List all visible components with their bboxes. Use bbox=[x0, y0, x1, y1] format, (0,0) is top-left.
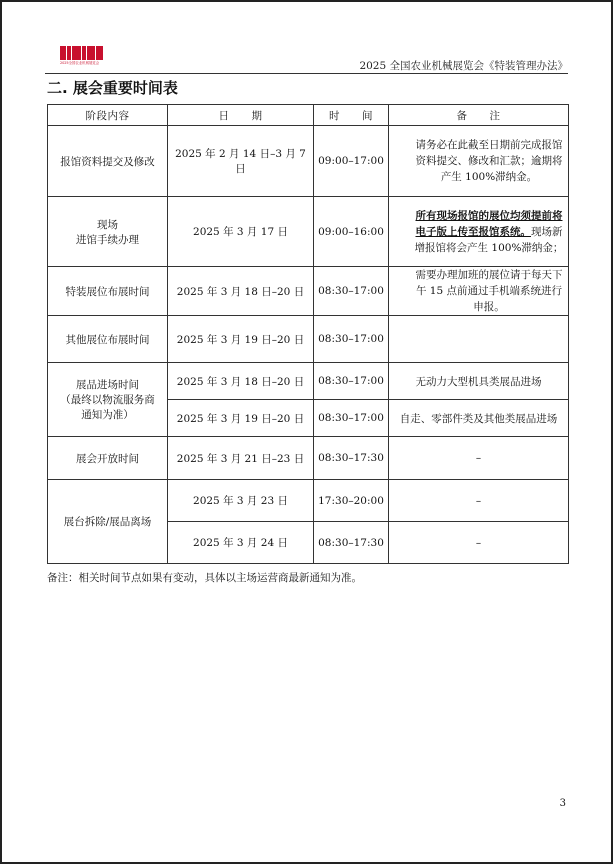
table-row bbox=[48, 197, 569, 267]
section-title: 二. 展会重要时间表 bbox=[47, 79, 178, 97]
table-row bbox=[48, 363, 569, 400]
time-cell: 08:30–17:30 bbox=[314, 522, 389, 564]
logo-caption: 2025全国农业机械展览会 bbox=[60, 61, 100, 65]
col-header-time: 时 间 bbox=[314, 105, 389, 126]
stage-text: （最终以物流服务商 bbox=[60, 394, 155, 406]
note-cell bbox=[389, 197, 569, 267]
stage-cell: 其他展位布展时间 bbox=[48, 316, 168, 363]
date-cell: 2025 年 3 月 18 日–20 日 bbox=[168, 363, 314, 400]
footnote: 备注：相关时间节点如果有变动，具体以主场运营商最新通知为准。 bbox=[47, 572, 362, 584]
stage-cell: 报馆资料提交及修改 bbox=[48, 126, 168, 197]
date-cell: 2025 年 3 月 17 日 bbox=[168, 197, 314, 267]
table-row bbox=[48, 437, 569, 480]
stage-cell bbox=[48, 197, 168, 267]
date-cell: 2025 年 3 月 19 日–20 日 bbox=[168, 400, 314, 437]
time-cell: 09:00–16:00 bbox=[314, 197, 389, 267]
date-cell: 2025 年 3 月 18 日–20 日 bbox=[168, 267, 314, 316]
stage-text: 进馆手续办理 bbox=[76, 233, 139, 246]
time-cell: 08:30–17:00 bbox=[314, 316, 389, 363]
time-cell: 08:30–17:00 bbox=[314, 267, 389, 316]
col-header-note: 备 注 bbox=[389, 105, 569, 126]
date-cell: 2025 年 3 月 24 日 bbox=[168, 522, 314, 564]
note-cell: 自走、零部件类及其他类展品进场 bbox=[389, 400, 569, 437]
document-title: 2025 全国农业机械展览会《特装管理办法》 bbox=[359, 60, 568, 72]
time-cell: 08:30–17:00 bbox=[314, 400, 389, 437]
table-header-row bbox=[48, 105, 569, 126]
header-divider bbox=[45, 73, 568, 74]
cimae-logo bbox=[60, 46, 104, 68]
time-cell: 09:00–17:00 bbox=[314, 126, 389, 197]
date-cell: 2025 年 3 月 21 日–23 日 bbox=[168, 437, 314, 480]
note-cell bbox=[389, 316, 569, 363]
col-header-date: 日 期 bbox=[168, 105, 314, 126]
note-cell bbox=[389, 126, 569, 197]
stage-cell bbox=[48, 363, 168, 437]
stage-cell: 展会开放时间 bbox=[48, 437, 168, 480]
note-text: 请务必在此截至日期前完成报馆资料提交、修改和汇款；逾期将产生 100%滞纳金。 bbox=[415, 139, 563, 183]
table-row bbox=[48, 267, 569, 316]
note-cell: 无动力大型机具类展品进场 bbox=[389, 363, 569, 400]
note-text: 现场新增报馆将会产生 100%滞纳金； bbox=[414, 225, 564, 254]
time-cell: 17:30–20:00 bbox=[314, 480, 389, 522]
note-emphasis: 所有现场报馆的展位均须提前将电子版上传至报馆系统。 bbox=[415, 209, 563, 238]
date-cell: 2025 年 3 月 23 日 bbox=[168, 480, 314, 522]
stage-text: 现场 bbox=[97, 218, 118, 231]
date-cell: 2025 年 3 月 19 日–20 日 bbox=[168, 316, 314, 363]
note-text: 需要办理加班的展位请于每天下午 15 点前通过手机端系统进行申报。 bbox=[415, 269, 563, 313]
schedule-table bbox=[47, 104, 569, 564]
time-cell: 08:30–17:30 bbox=[314, 437, 389, 480]
date-cell: 2025 年 2 月 14 日–3 月 7 日 bbox=[168, 126, 314, 197]
note-cell: – bbox=[389, 437, 569, 480]
table-row bbox=[48, 126, 569, 197]
stage-cell: 展台拆除/展品离场 bbox=[48, 480, 168, 564]
time-cell: 08:30–17:00 bbox=[314, 363, 389, 400]
note-cell bbox=[389, 267, 569, 316]
stage-text: 展品进场时间 bbox=[76, 379, 139, 391]
table-row bbox=[48, 480, 569, 522]
logo-mark-icon bbox=[60, 46, 104, 60]
stage-text: 通知为准） bbox=[81, 409, 134, 421]
table-row bbox=[48, 316, 569, 363]
page-number: 3 bbox=[559, 798, 566, 809]
col-header-stage: 阶段内容 bbox=[48, 105, 168, 126]
note-cell: – bbox=[389, 480, 569, 522]
note-cell: – bbox=[389, 522, 569, 564]
stage-cell: 特装展位布展时间 bbox=[48, 267, 168, 316]
